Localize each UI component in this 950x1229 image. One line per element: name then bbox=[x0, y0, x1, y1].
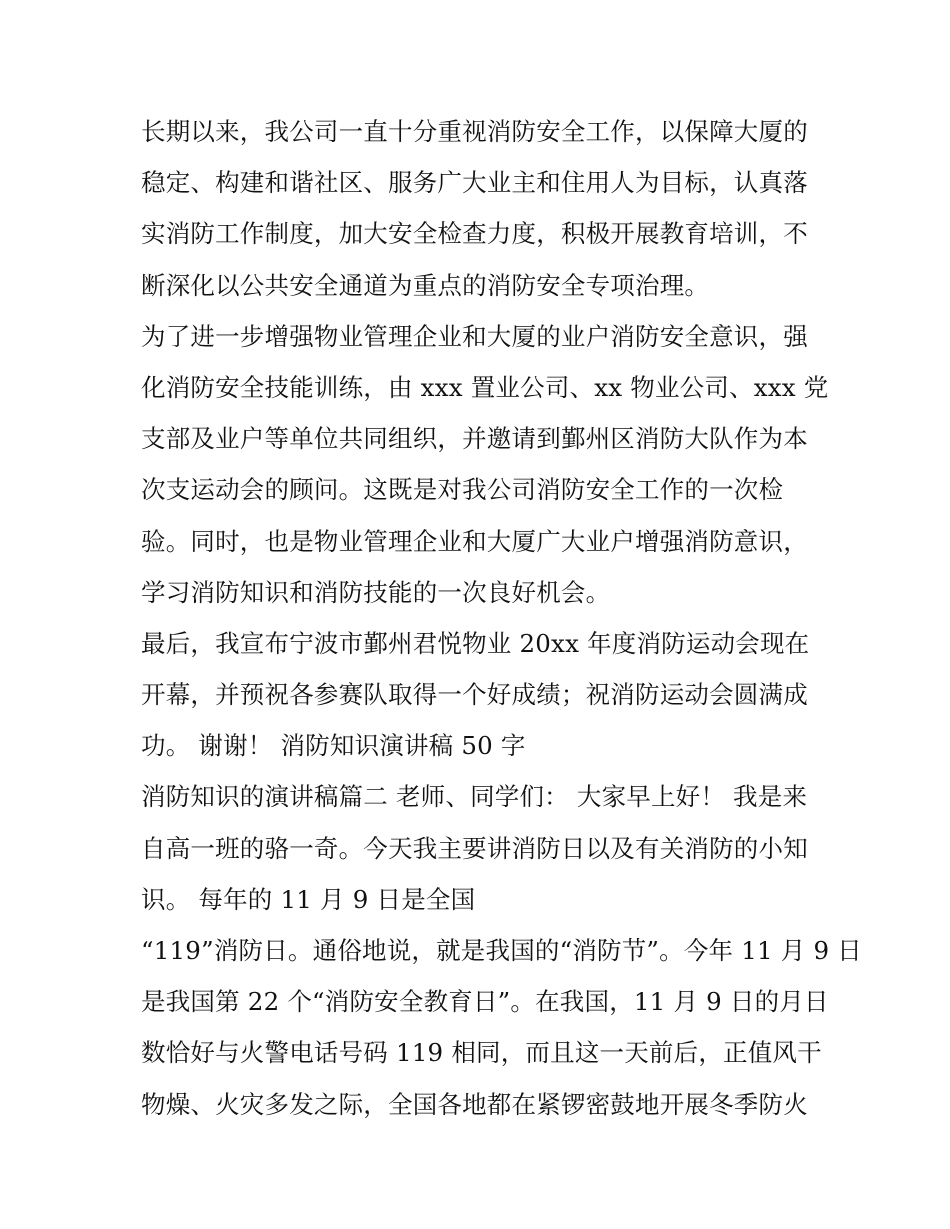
text-line: 为了进一步增强物业管理企业和大厦的业户消防安全意识，强 bbox=[141, 321, 808, 351]
document-body bbox=[141, 106, 862, 1130]
text-line: 数恰好与火警电话号码 119 相同，而且这一天前后，正值风干 bbox=[141, 1038, 822, 1068]
text-line: 识。 每年的 11 月 9 日是全国 bbox=[141, 884, 476, 914]
text-line: 是我国第 22 个“消防安全教育日”。在我国，11 月 9 日的月日 bbox=[141, 987, 829, 1017]
text-line: 断深化以公共安全通道为重点的消防安全专项治理。 bbox=[141, 270, 710, 300]
text-line: 支部及业户等单位共同组织，并邀请到鄞州区消防大队作为本 bbox=[141, 424, 808, 454]
text-line: 功。 谢谢！ 消防知识演讲稿 50 字 bbox=[141, 731, 526, 761]
text-line: 物燥、火灾多发之际，全国各地都在紧锣密鼓地开展冬季防火 bbox=[141, 1089, 808, 1119]
text-line: “119”消防日。通俗地说，就是我国的“消防节”。今年 11 月 9 日 bbox=[141, 936, 862, 965]
text-line: 化消防安全技能训练，由 xxx 置业公司、xx 物业公司、xxx 党 bbox=[141, 372, 829, 402]
text-line: 自高一班的骆一奇。今天我主要讲消防日以及有关消防的小知 bbox=[141, 833, 808, 863]
text-line: 最后，我宣布宁波市鄞州君悦物业 20xx 年度消防运动会现在 bbox=[141, 628, 810, 658]
text-line: 学习消防知识和消防技能的一次良好机会。 bbox=[141, 577, 611, 607]
text-line: 开幕，并预祝各参赛队取得一个好成绩；祝消防运动会圆满成 bbox=[141, 680, 808, 710]
text-line: 消防知识的演讲稿篇二 老师、同学们： 大家早上好！ 我是来 bbox=[141, 782, 808, 812]
text-line: 稳定、构建和谐社区、服务广大业主和住用人为目标，认真落 bbox=[141, 168, 808, 198]
text-line: 次支运动会的顾问。这既是对我公司消防安全工作的一次检 bbox=[141, 475, 784, 505]
text-line: 实消防工作制度，加大安全检查力度，积极开展教育培训，不 bbox=[141, 219, 808, 249]
text-line: 长期以来，我公司一直十分重视消防安全工作，以保障大厦的 bbox=[141, 117, 808, 146]
text-line: 验。同时，也是物业管理企业和大厦广大业户增强消防意识， bbox=[141, 526, 808, 556]
